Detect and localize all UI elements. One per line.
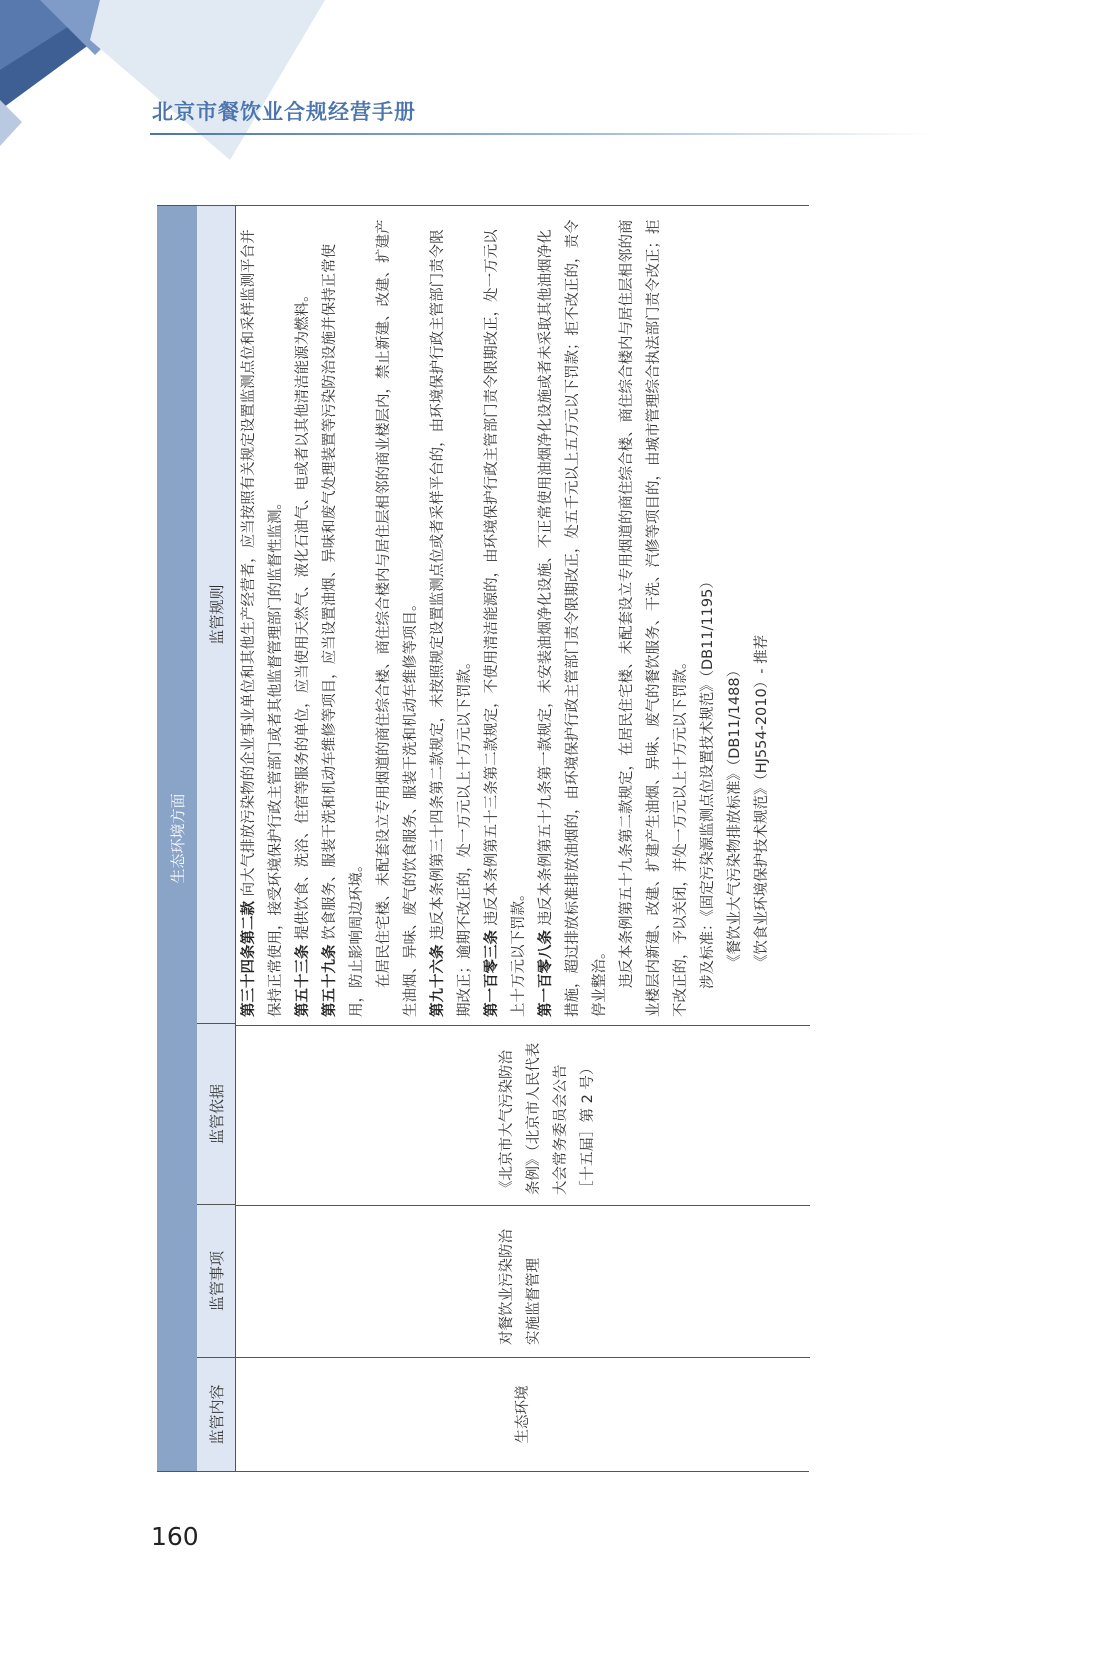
item-text: 对餐饮业污染防治实施监督管理 [499, 1229, 542, 1345]
rule-article [479, 218, 533, 1017]
rule-text: 提供饮食、洗浴、住宿等服务的单位，应当使用天然气、液化石油气、电或者以其他清洁能源为燃料。 [295, 287, 311, 940]
article-number: 第一百零三条 [484, 930, 500, 1017]
standard-reference [722, 218, 749, 1017]
standard-reference [695, 218, 722, 1017]
rule-text: 涉及标准：《固定污染源监测点位设置技术规范》（DB11/1195） [700, 574, 716, 989]
rule-text: 《餐饮业大气污染物排放标准》（DB11/1488） [727, 662, 743, 969]
rule-article [425, 218, 479, 1017]
standard-reference [749, 218, 776, 1017]
article-number: 第九十六条 [430, 944, 446, 1017]
page-number: 160 [151, 1522, 199, 1551]
basis-cell [236, 1026, 810, 1206]
rule-text: 在居民住宅楼、未配套设立专用烟道的商住综合楼、商住综合楼内与居住层相邻的商业楼层内，禁止新建、改建、扩建产生油烟、异味、废气的饮食服务、服装干洗和机动车维修等项目。 [376, 219, 419, 1017]
table-row [236, 206, 810, 1471]
rule-text: 向大气排放污染物的企业事业单位和其他生产经营者，应当按照有关规定设置监测点位和采样监测平台并保持正常使用，接受环境保护行政主管部门或者其他监督管理部门的监督性监测。 [241, 229, 284, 1017]
rule-text: 违反本条例第五十九条第一款规定，未安装油烟净化设施、不正常使用油烟净化设施或者未采取其他油烟净化措施，超过排放标准排放油烟的，由环境保护行政主管部门责令限期改正，处五千元以上五万元以下罚款；拒不改正的，责令停业整治。 [538, 219, 608, 1017]
rule-text: 违反本条例第五十三条第二款规定，不使用清洁能源的，由环境保护行政主管部门责令限期改正，处一万元以上十万元以下罚款。 [484, 229, 527, 1017]
content-text: 生态环境 [514, 1385, 531, 1444]
rules-text [236, 206, 776, 1025]
rule-article [236, 218, 290, 1017]
column-header-content: 监管内容 [207, 1384, 226, 1445]
rule-article [533, 218, 614, 1017]
section-title: 生态环境方面 [168, 793, 187, 884]
header-rule [150, 133, 930, 135]
article-number: 第一百零八条 [538, 930, 554, 1017]
column-header-rules: 监管规则 [197, 206, 235, 1024]
article-number: 第五十九条 [322, 944, 338, 1017]
rule-paragraph [371, 218, 425, 1017]
table-header-row [197, 206, 236, 1471]
header-decoration [0, 0, 360, 170]
section-band [157, 206, 197, 1471]
basis-text: 《北京市大气污染防治条例》（北京市人民代表大会常务委员会公告［十五届］第 2 号） [499, 1042, 596, 1195]
article-number: 第五十三条 [295, 944, 311, 1017]
rule-text: 饮食服务、服装干洗和机动车维修等项目，应当设置油烟、异味和废气处理装置等污染防治设施并保持正常使用，防止影响周边环境。 [322, 243, 365, 1017]
rule-article [290, 218, 317, 1017]
regulation-table [157, 207, 809, 1472]
rule-text: 《饮食业环境保护技术规范》（HJ554-2010）- 推荐 [754, 634, 770, 969]
column-header-basis: 监管依据 [197, 1024, 235, 1205]
rules-cell [236, 206, 810, 1026]
article-number: 第三十四条第二款 [241, 901, 257, 1017]
rule-paragraph [614, 218, 695, 1017]
document-title: 北京市餐饮业合规经营手册 [152, 100, 416, 124]
rule-text: 违反本条例第三十四条第二款规定，未按照规定设置监测点位或者采样平台的，由环境保护行政主管部门责令限期改正；逾期不改正的，处一万元以上十万元以下罚款。 [430, 229, 473, 1017]
content-cell [236, 1358, 810, 1471]
rule-article [317, 218, 371, 1017]
rule-text: 违反本条例第五十九条第二款规定，在居民住宅楼、未配套设立专用烟道的商住综合楼、商住综合楼内与居住层相邻的商业楼层内新建、改建、扩建产生油烟、异味、废气的餐饮服务、干洗、汽修等项目的，由城市管理综合执法部门责令改正；拒不改正的，予以关闭，并处一万元以上十万元以下罚款。 [619, 219, 689, 1017]
column-header-item: 监管事项 [197, 1205, 235, 1358]
item-cell [236, 1206, 810, 1358]
